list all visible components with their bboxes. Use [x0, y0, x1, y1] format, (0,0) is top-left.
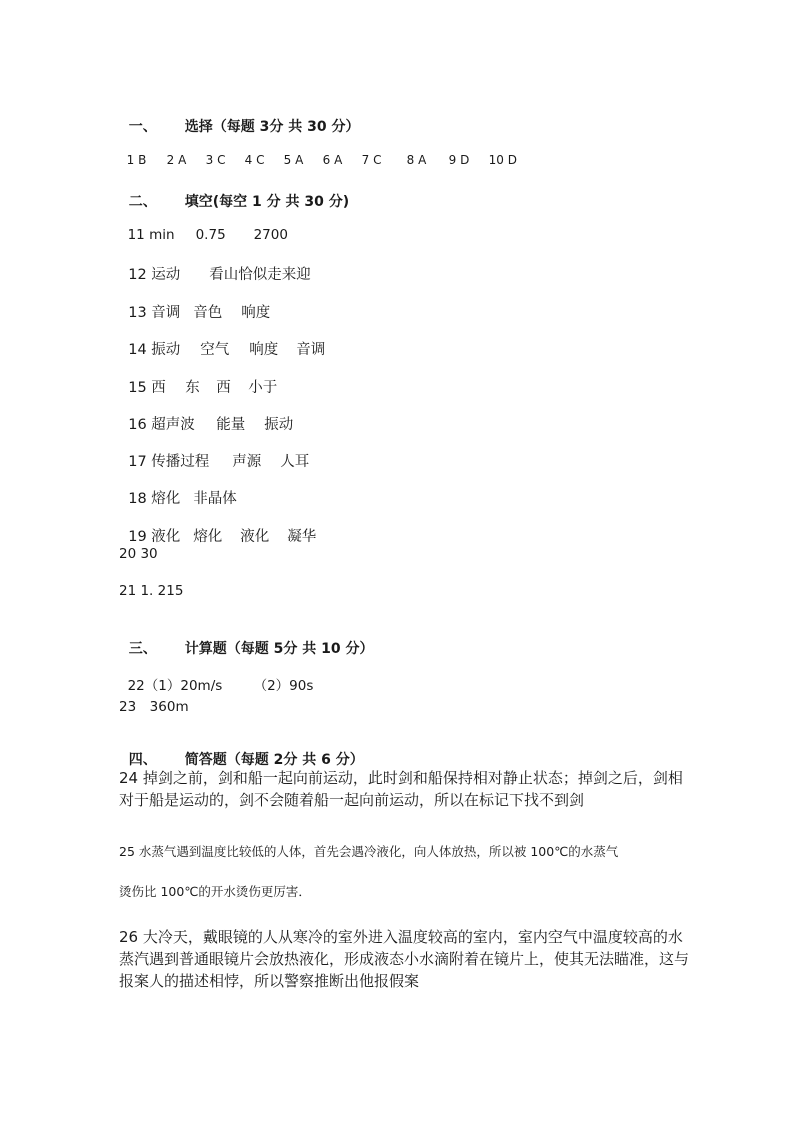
answer-part: （2）90s [253, 678, 314, 694]
short-answer-25-line2: 烫伤比 100℃的开水烫伤更厉害． [119, 884, 311, 899]
choice-answer: 4 C [244, 153, 265, 167]
section-title: 填空(每空 1 分 共 30 分) [184, 194, 350, 210]
fill-answer-17 [119, 434, 309, 471]
answer-part: 人耳 [280, 454, 310, 470]
fill-answer-15 [119, 360, 277, 397]
choice-answer: 6 A [322, 153, 343, 167]
choice-answer: 7 C [361, 153, 382, 167]
section-heading-short [119, 733, 364, 769]
choice-answer: 8 A [406, 153, 427, 167]
short-answer-24: 24 掉剑之前，剑和船一起向前运动，此时剑和船保持相对静止状态；掉剑之后，剑相对于船是运动的，剑不会随着船一起向前运动，所以在标记下找不到剑 [119, 769, 683, 809]
fill-answer-16 [119, 397, 293, 434]
choice-answer: 2 A [166, 153, 187, 167]
answer-part: 空气 [200, 342, 230, 358]
answer-part: 响度 [249, 342, 279, 358]
section-title: 简答题（每题 2分 共 6 分） [184, 752, 364, 768]
answer-part: 13 音调 [128, 305, 181, 321]
section-title: 选择（每题 3分 共 30 分） [184, 119, 360, 135]
fill-answer-18 [119, 471, 237, 508]
answer-part: 振动 [264, 417, 294, 433]
answer-part: 响度 [241, 305, 271, 321]
fill-answer-11 [119, 211, 288, 243]
fill-answer-19 [119, 509, 316, 546]
answer-part: 熔化 [193, 529, 223, 545]
answer-part: 12 运动 [128, 267, 181, 283]
fill-answer-21: 21 1. 215 [119, 583, 184, 599]
answer-part: 凝华 [287, 529, 317, 545]
choice-answer: 5 A [283, 153, 304, 167]
answer-part: 西 [216, 380, 231, 396]
fill-answer-12 [119, 247, 311, 284]
answer-part: 小于 [248, 380, 278, 396]
answer-part: 16 超声波 [128, 417, 195, 433]
choice-answer: 1 B [126, 153, 147, 167]
answer-part: 0.75 [195, 227, 226, 243]
short-answer-26: 26 大冷天，戴眼镜的人从寒冷的室外进入温度较高的室内，室内空气中温度较高的水蒸汽遇到普通眼镜片会放热液化，形成液态小水滴附着在镜片上，使其无法瞄准，这与报案人的描述相悖，所以警察推断出他报假案 [119, 928, 690, 990]
section-heading-choice [119, 100, 359, 136]
answer-part: 液化 [240, 529, 270, 545]
choice-answer: 10 D [488, 153, 517, 167]
answer-part: 15 西 [128, 380, 166, 396]
answer-part: 声源 [232, 454, 262, 470]
answer-part: 17 传播过程 [128, 454, 210, 470]
section-heading-fill [119, 175, 349, 211]
section-number: 三、 [128, 641, 157, 657]
answer-part: 看山恰似走来迎 [209, 267, 311, 283]
answer-part: 14 振动 [128, 342, 181, 358]
choice-answer: 9 D [448, 153, 470, 167]
answer-part: 22（1）20m/s [127, 678, 223, 694]
section-number: 四、 [128, 752, 157, 768]
calc-answer-23: 23 360m [119, 699, 189, 715]
section-heading-calc [119, 622, 373, 658]
fill-answer-13 [119, 285, 270, 322]
answer-part: 音调 [296, 342, 326, 358]
fill-answer-14 [119, 322, 325, 359]
answer-part: 18 熔化 [128, 491, 181, 507]
choice-answers-row [119, 139, 517, 167]
fill-answer-20: 20 30 [119, 546, 158, 562]
section-title: 计算题（每题 5分 共 10 分） [184, 641, 374, 657]
answer-part: 11 min [127, 227, 175, 243]
answer-part: 非晶体 [193, 491, 237, 507]
answer-part: 能量 [216, 417, 246, 433]
section-number: 二、 [128, 194, 157, 210]
answer-part: 音色 [193, 305, 223, 321]
answer-part: 2700 [253, 227, 288, 243]
answer-part: 东 [185, 380, 200, 396]
short-answer-25-line1: 25 水蒸气遇到温度比较低的人体，首先会遇冷液化，向人体放热，所以被 100℃的水蒸气 [119, 844, 619, 859]
calc-answer-22 [119, 658, 313, 694]
answer-part: 19 液化 [128, 529, 181, 545]
section-number: 一、 [128, 119, 157, 135]
choice-answer: 3 C [205, 153, 226, 167]
